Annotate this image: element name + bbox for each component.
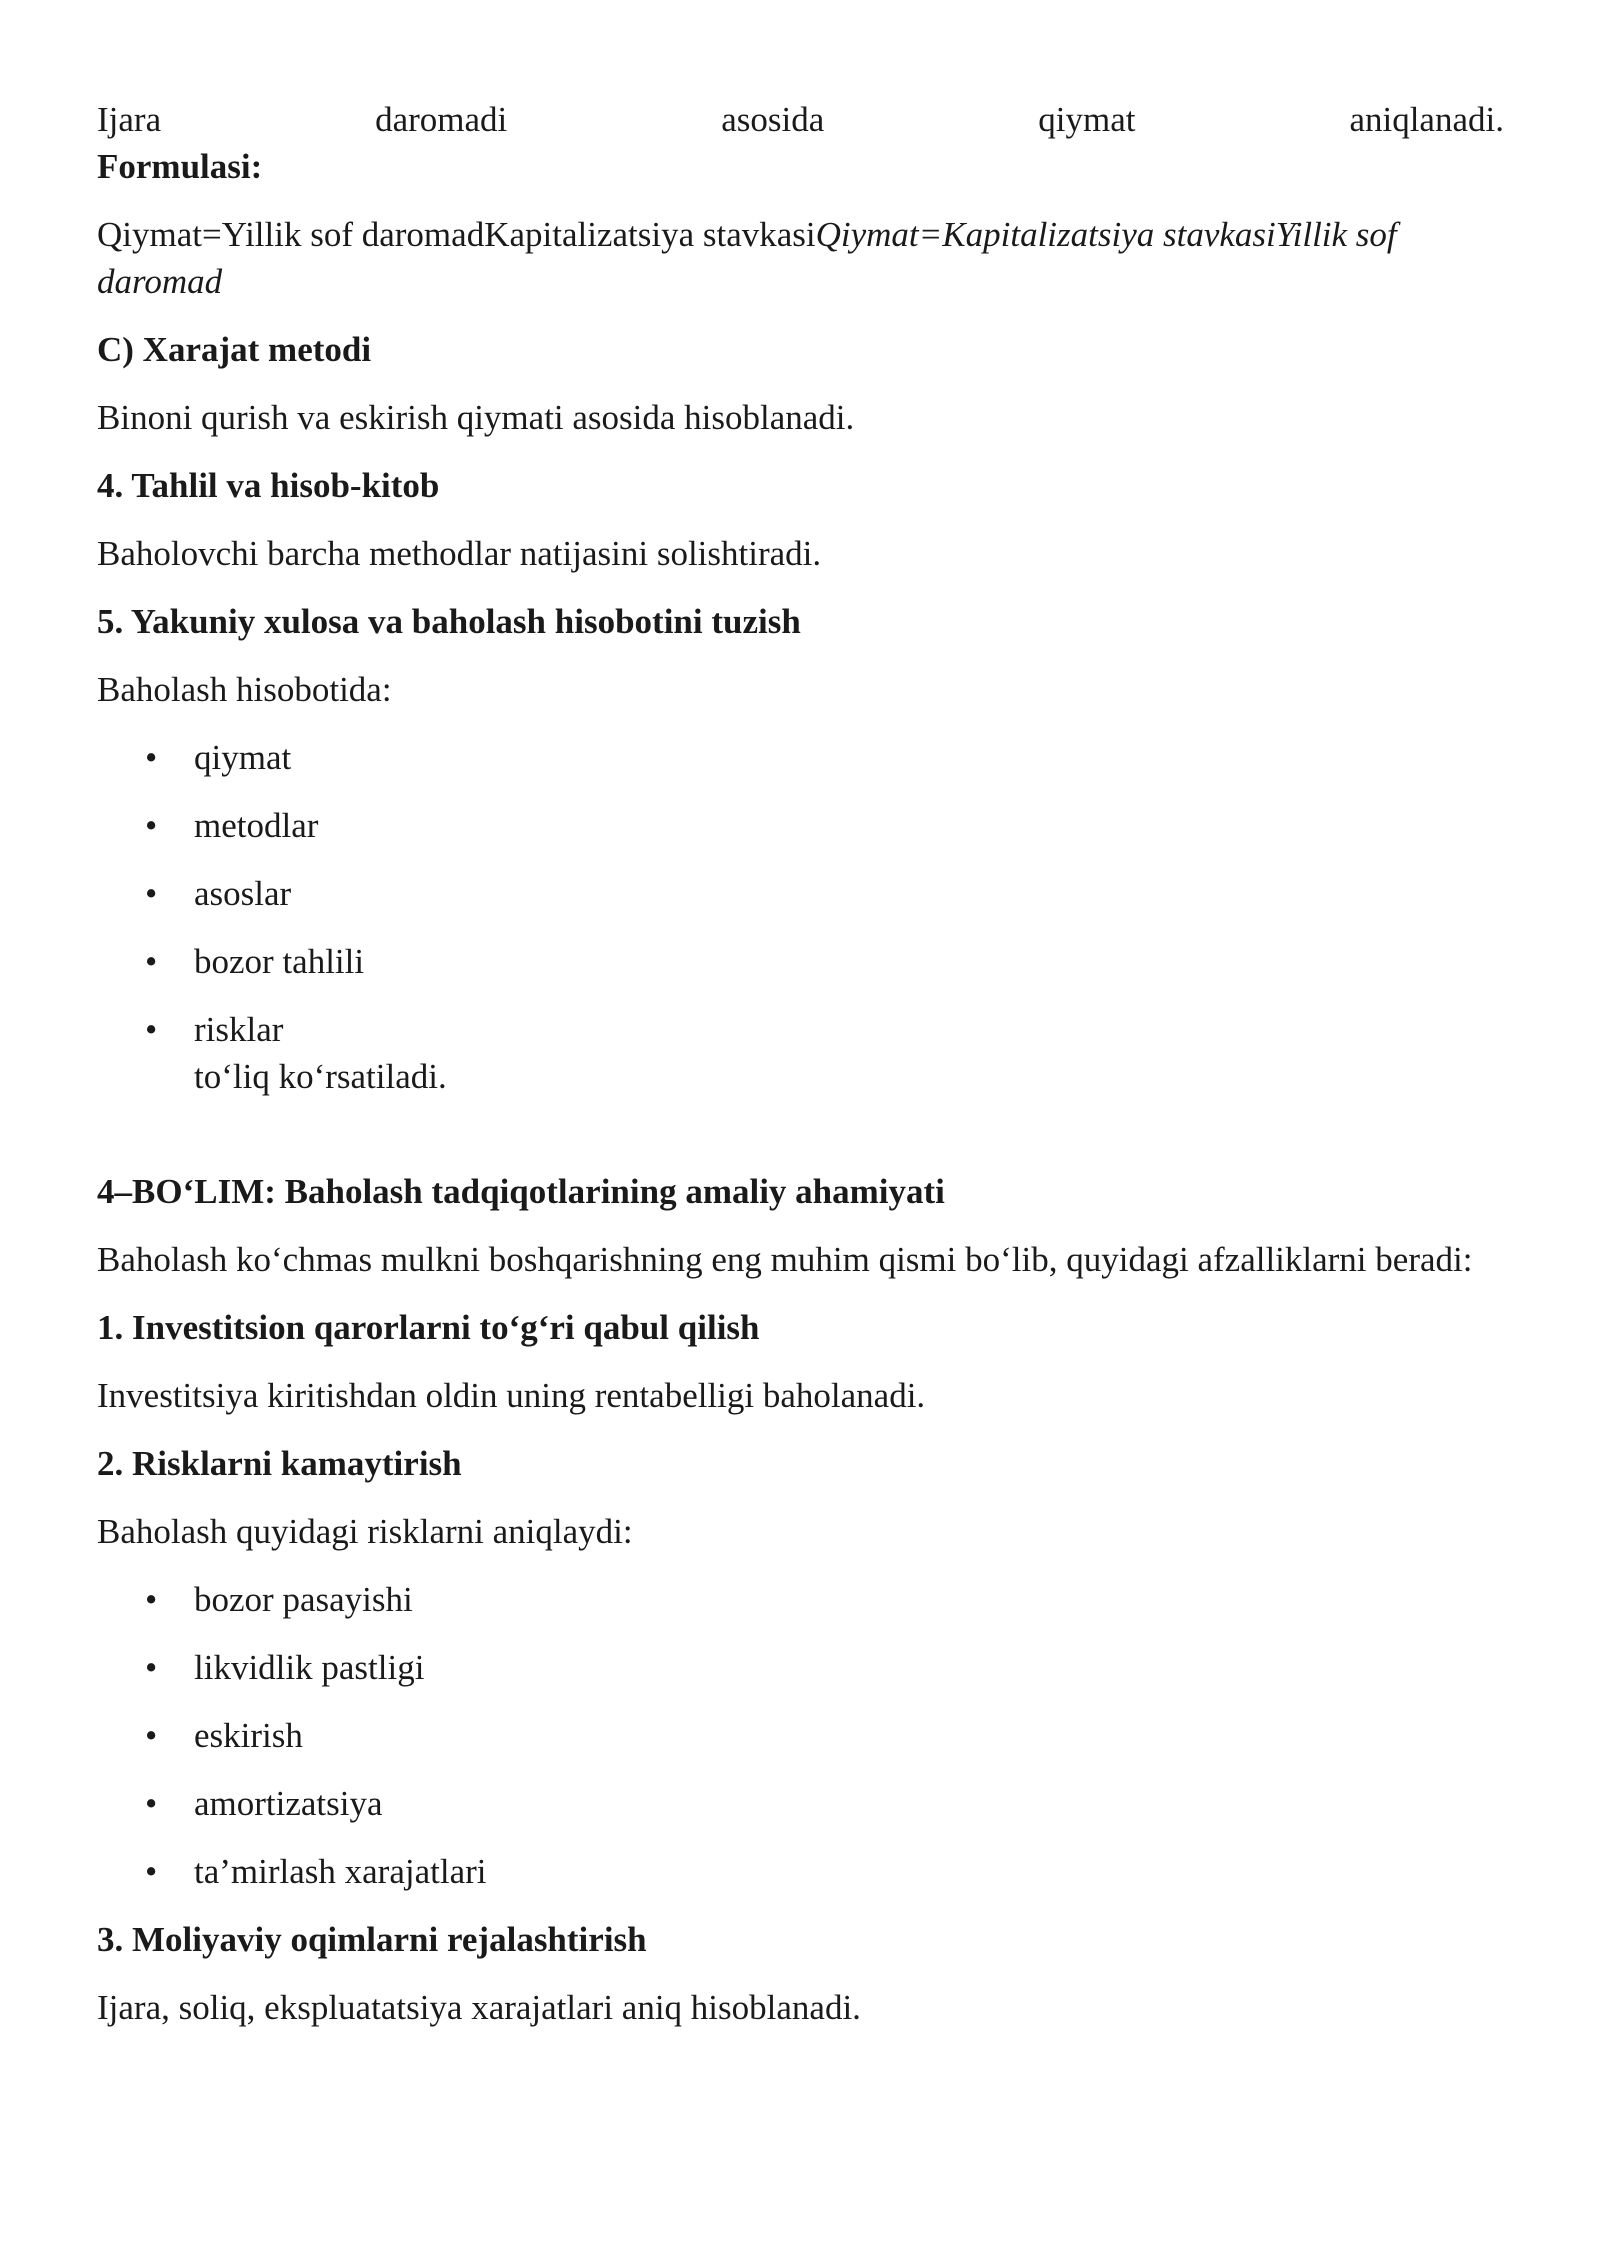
word: qiymat (1038, 100, 1136, 139)
step4-heading: 4. Tahlil va hisob-kitob (97, 466, 440, 505)
formula-italic: Qiymat=Kapitalizatsiya stavkasiYillik sof daromad (97, 215, 1397, 301)
report-contents-list (97, 734, 1504, 1100)
word: daromadi (375, 100, 508, 139)
step5-heading: 5. Yakuniy xulosa va baholash hisobotini tuzish (97, 602, 801, 641)
bullet-icon: • (145, 1716, 158, 1755)
income-approach-line (97, 96, 1504, 143)
list-item-text: qiymat (194, 738, 292, 777)
list-item-text: metodlar (194, 806, 319, 845)
list-item (97, 734, 1504, 781)
formula-line (97, 211, 1504, 305)
cost-method-text: Binoni qurish va eskirish qiymati asosida hisoblanadi. (97, 398, 855, 437)
point1-text: Investitsiya kiritishdan oldin uning rentabelligi baholanadi. (97, 1376, 926, 1415)
list-continuation: to‘liq ko‘rsatiladi. (194, 1057, 447, 1096)
step4-text: Baholovchi barcha methodlar natijasini solishtiradi. (97, 534, 822, 573)
list-item-text: bozor pasayishi (194, 1580, 413, 1619)
section4-heading: 4–BO‘LIM: Baholash tadqiqotlarining amaliy ahamiyati (97, 1172, 945, 1211)
list-item-text: ta’mirlash xarajatlari (194, 1852, 487, 1891)
list-item (97, 1644, 1504, 1691)
list-item-text: bozor tahlili (194, 942, 365, 981)
list-item (97, 938, 1504, 985)
point2-text: Baholash quyidagi risklarni aniqlaydi: (97, 1512, 633, 1551)
list-item (97, 1712, 1504, 1759)
section4-intro: Baholash ko‘chmas mulkni boshqarishning eng muhim qismi bo‘lib, quyidagi afzalliklarni beradi: (97, 1240, 1473, 1279)
list-item (97, 1780, 1504, 1827)
point1-heading: 1. Investitsion qarorlarni to‘g‘ri qabul qilish (97, 1308, 760, 1347)
bullet-icon: • (145, 1852, 158, 1891)
point3-heading: 3. Moliyaviy oqimlarni rejalashtirish (97, 1920, 647, 1959)
bullet-icon: • (145, 738, 158, 777)
point3-text: Ijara, soliq, ekspluatatsiya xarajatlari aniq hisoblanadi. (97, 1988, 861, 2027)
bullet-icon: • (145, 874, 158, 913)
risks-list (97, 1576, 1504, 1895)
bullet-icon: • (145, 1784, 158, 1823)
list-item-text: asoslar (194, 874, 292, 913)
bullet-icon: • (145, 1010, 158, 1049)
list-item (97, 870, 1504, 917)
list-item (97, 802, 1504, 849)
list-item (97, 1006, 1504, 1100)
bullet-icon: • (145, 1648, 158, 1687)
list-item-text: amortizatsiya (194, 1784, 383, 1823)
word: Ijara (97, 100, 162, 139)
list-item (97, 1848, 1504, 1895)
list-item-text: risklar (194, 1010, 284, 1049)
list-item-text: likvidlik pastligi (194, 1648, 425, 1687)
step5-text: Baholash hisobotida: (97, 670, 392, 709)
list-item (97, 1576, 1504, 1623)
point2-heading: 2. Risklarni kamaytirish (97, 1444, 462, 1483)
bullet-icon: • (145, 942, 158, 981)
list-item-text: eskirish (194, 1716, 303, 1755)
word: asosida (721, 100, 825, 139)
bullet-icon: • (145, 1580, 158, 1619)
document-page (97, 96, 1504, 2031)
bullet-icon: • (145, 806, 158, 845)
word: aniqlanadi. (1349, 100, 1504, 139)
formula-plain: Qiymat=Yillik sof daromadKapitalizatsiya stavkasi (97, 215, 816, 254)
cost-method-heading: C) Xarajat metodi (97, 330, 372, 369)
formula-label: Formulasi: (97, 147, 263, 186)
